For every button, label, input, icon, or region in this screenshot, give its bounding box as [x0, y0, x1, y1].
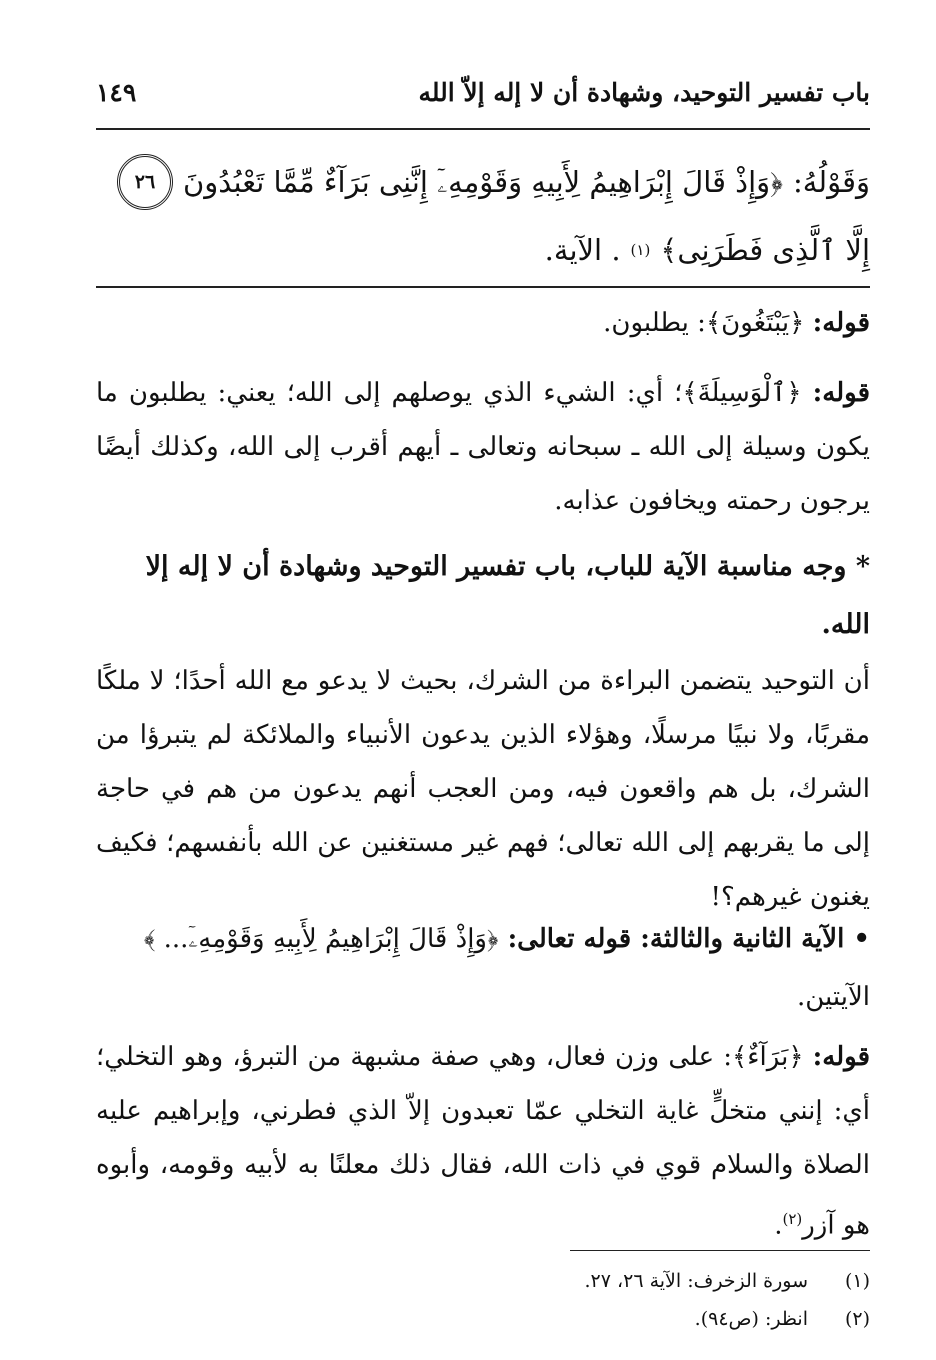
paragraph-yabtaghun	[96, 296, 870, 350]
page-header	[96, 72, 870, 112]
heading-quran: ﴿وَإِذْ قَالَ إِبْرَاهِيمُ لِأَبِيهِ وَقَوْمِهِۦٓ... ﴾	[143, 924, 499, 954]
running-title: باب تفسير التوحيد، وشهادة أن لا إله إلاّ الله	[418, 77, 870, 107]
footnote-2	[96, 1300, 870, 1338]
verse-block	[96, 148, 870, 284]
verse-line-1	[96, 148, 870, 216]
verse-line-2	[96, 216, 870, 284]
verse-text-2: إِلَّا ٱلَّذِى فَطَرَنِى﴾	[660, 233, 870, 267]
footnote-text: انظر: (ص٩٤).	[694, 1308, 808, 1330]
header-rule	[96, 128, 870, 130]
label: قوله:	[812, 378, 870, 408]
quran-word: ﴿يَبْتَغُونَ﴾	[705, 308, 805, 338]
section-heading-relevance: * وجه مناسبة الآية للباب، باب تفسير التوحيد وشهادة أن لا إله إلا الله.	[145, 551, 870, 640]
paragraph-baraa	[96, 1030, 870, 1253]
ayah-number: ٢٦	[134, 171, 156, 193]
verse-text-1: ﴿وَإِذْ قَالَ إِبْرَاهِيمُ لِأَبِيهِ وَقَوْمِهِۦٓ إِنَّنِى بَرَآءٌ مِّمَّا تَعْبُدُونَ	[182, 165, 783, 199]
verse-intro: وَقَوْلُهُ:	[792, 165, 870, 199]
footnote-number: (٢)	[844, 1308, 870, 1330]
quran-word: ﴿ٱلْوَسِيلَةَ﴾	[682, 378, 802, 408]
end-mark: .	[774, 1210, 783, 1241]
footnote-text: سورة الزخرف: الآية ٢٦، ٢٧.	[584, 1270, 808, 1292]
heading-suffix: الآيتين.	[796, 982, 870, 1012]
heading-label: • الآية الثانية والثالثة: قوله تعالى:	[507, 924, 870, 954]
page-number: ١٤٩	[96, 77, 137, 107]
label: قوله:	[812, 1042, 870, 1072]
paragraph-wasila	[96, 366, 870, 528]
quran-word: ﴿بَرَآءٌ﴾	[732, 1042, 804, 1072]
footnote-number: (١)	[844, 1270, 870, 1292]
verse-suffix: . الآية.	[544, 233, 621, 267]
ayah-number-icon	[117, 154, 173, 210]
footnote-1	[96, 1262, 870, 1300]
gloss: : على وزن فعال، وهي صفة مشبهة من التبرؤ، وهو التخلي؛ أي: إنني متخلٍّ غاية التخلي عمّا تعبدون إلاّ الذي فطرني، وإبراهيم عليه الصلاة والسلام قوي في ذات الله، فقال ذلك معلنًا به لأبيه وقومه، وأبوه هو آزر	[96, 1042, 870, 1241]
gloss: ؛ أي: الشيء الذي يوصلهم إلى الله؛ يعني: يطلبون ما يكون وسيلة إلى الله ـ سبحانه وتعالى ـ أيهم أقرب إلى الله، وكذلك أيضًا يرجون رحمته ويخافون عذابه.	[96, 378, 870, 516]
footnote-ref-2: (٢)	[782, 1210, 803, 1228]
gloss: : يطلبون.	[603, 308, 706, 338]
label: قوله:	[812, 308, 870, 338]
paragraph-tawhid	[96, 654, 870, 924]
section-heading-second-third	[96, 910, 870, 1026]
body-text: أن التوحيد يتضمن البراءة من الشرك، بحيث لا يدعو مع الله أحدًا؛ لا ملكًا مقربًا، ولا نبيًا مرسلًا، وهؤلاء الذين يدعون الأنبياء والملائكة لم يتبرؤا من الشرك، بل هم واقعون فيه، ومن العجب أنهم يدعون من هم في حاجة إلى ما يقربهم إلى الله تعالى؛ فهم غير مستغنين عن الله بأنفسهم؛ فكيف يغنون غيرهم؟!	[96, 666, 870, 912]
verse-rule	[96, 286, 870, 288]
footnotes	[96, 1262, 870, 1338]
footnote-ref-1: (١)	[630, 241, 651, 259]
footnote-rule	[570, 1250, 870, 1251]
